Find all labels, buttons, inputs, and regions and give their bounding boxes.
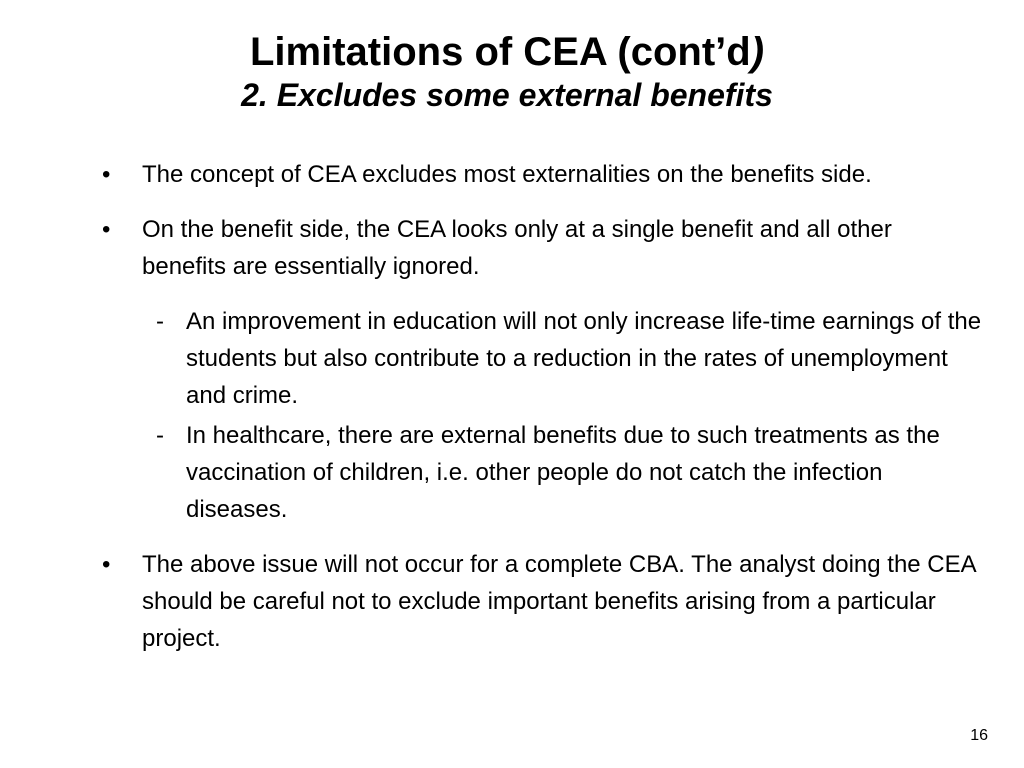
title-main bbox=[0, 28, 1024, 76]
bullet-text: The concept of CEA excludes most externalities on the benefits side. bbox=[142, 161, 872, 188]
bullet-item bbox=[102, 211, 982, 285]
sub-bullet-text: An improvement in education will not only increase life-time earnings of the students but also contribute to a reduction in the rates of unemployment and crime. bbox=[186, 308, 982, 409]
bullet-marker: • bbox=[102, 161, 111, 188]
sub-bullet-marker: - bbox=[156, 422, 164, 449]
title-subtitle: 2. Excludes some external benefits bbox=[241, 77, 773, 113]
bullet-text: The above issue will not occur for a complete CBA. The analyst doing the CEA should be careful not to exclude important benefits arising from a particular project. bbox=[142, 551, 976, 652]
page-number: 16 bbox=[970, 727, 988, 744]
title-main-text: Limitations of CEA (cont’d bbox=[249, 30, 751, 74]
slide-title bbox=[0, 28, 1024, 114]
bullet-marker: • bbox=[102, 216, 111, 243]
sub-bullet-text: In healthcare, there are external benefits due to such treatments as the vaccination of children, i.e. other people do not catch the infection diseases. bbox=[186, 422, 940, 523]
bullet-list bbox=[102, 156, 982, 675]
sub-bullet-list bbox=[102, 303, 982, 528]
bullet-text: On the benefit side, the CEA looks only at a single benefit and all other benefits are essentially ignored. bbox=[142, 216, 892, 280]
bullet-item bbox=[102, 156, 982, 193]
sub-bullet-marker: - bbox=[156, 308, 164, 335]
title-main-close: ) bbox=[750, 30, 765, 74]
bullet-item bbox=[102, 546, 982, 657]
sub-bullet-item bbox=[102, 303, 982, 414]
bullet-marker: • bbox=[102, 551, 111, 578]
sub-bullet-item bbox=[102, 417, 982, 528]
